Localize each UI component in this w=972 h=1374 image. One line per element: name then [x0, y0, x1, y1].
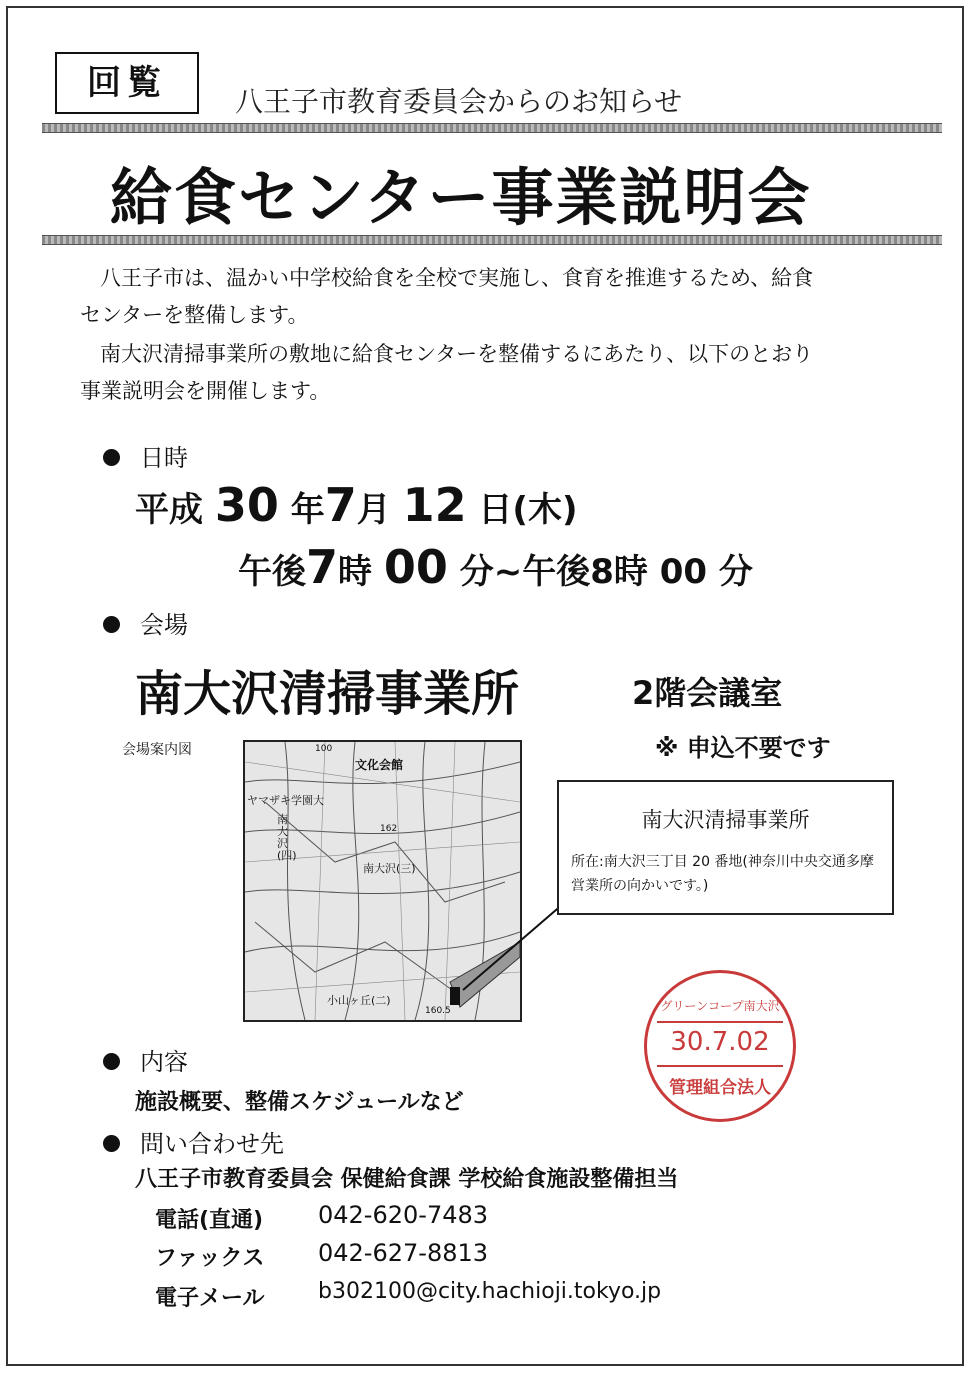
map-yamazaki: ヤマザキ学園大	[247, 794, 324, 807]
venue-heading: 会場	[103, 605, 188, 640]
datetime-heading: 日時	[103, 438, 188, 473]
callout-title: 南大沢清掃事業所	[641, 808, 810, 832]
bottom-rule	[42, 235, 942, 245]
stamp-bottom: 管理組合法人	[669, 1078, 771, 1098]
map-koyamagaoka: 小山ヶ丘(二)	[327, 994, 391, 1007]
map-number: 100	[315, 744, 333, 754]
intro-line-2: センターを整備します。	[80, 303, 309, 327]
venue-callout	[557, 780, 894, 915]
phone-number[interactable]: 042-620-7483	[318, 1201, 489, 1229]
map-minami-osawa-3: 南大沢(三)	[363, 862, 416, 875]
contact-heading: 問い合わせ先	[103, 1124, 284, 1159]
intro-line-3: 南大沢清掃事業所の敷地に給食センターを整備するにあたり、以下のとおり	[100, 342, 814, 366]
map-elevation-2: 160.5	[425, 1006, 451, 1016]
bullet-icon	[103, 616, 120, 633]
event-time: 午後7時 00 分~午後8時 00 分	[238, 540, 753, 594]
map-minami-osawa-4: 南大沢(四)	[277, 813, 297, 862]
notice-source: 八王子市教育委員会からのお知らせ	[235, 85, 683, 118]
circulation-box: 回覧	[55, 52, 199, 114]
email-label: 電子メール	[155, 1286, 265, 1311]
intro-line-4: 事業説明会を開催します。	[80, 379, 331, 403]
stamp-top: グリーンコープ南大沢	[660, 999, 780, 1013]
map-label: 会場案内図	[122, 742, 192, 758]
venue-name: 南大沢清掃事業所	[135, 666, 520, 722]
contact-org: 八王子市教育委員会 保健給食課 学校給食施設整備担当	[135, 1167, 679, 1192]
phone-label: 電話(直通)	[155, 1208, 264, 1233]
map-elevation-1: 162	[380, 824, 398, 834]
top-rule	[42, 123, 942, 133]
bullet-icon	[103, 449, 120, 466]
map-culture-hall: 文化会館	[355, 758, 404, 772]
stamp-divider	[657, 1021, 783, 1023]
bullet-icon	[103, 1135, 120, 1152]
stamp-divider	[657, 1065, 783, 1067]
event-date: 平成 30 年7月 12 日(木)	[135, 478, 578, 532]
content-text: 施設概要、整備スケジュールなど	[135, 1090, 464, 1115]
stamp-date: 30.7.02	[670, 1027, 770, 1057]
content-heading: 内容	[103, 1042, 188, 1077]
no-registration-note: ※ 申込不要です	[655, 734, 831, 762]
page-title: 給食センター事業説明会	[110, 161, 812, 234]
fax-number: 042-627-8813	[318, 1239, 489, 1267]
fax-label: ファックス	[155, 1246, 265, 1271]
callout-address: 所在:南大沢三丁目 20 番地(神奈川中央交通多摩営業所の向かいです。)	[571, 854, 874, 894]
email-link[interactable]: b302100@city.hachioji.tokyo.jp	[318, 1279, 662, 1304]
cooperative-stamp	[644, 970, 796, 1122]
bullet-icon	[103, 1053, 120, 1070]
intro-line-1: 八王子市は、温かい中学校給食を全校で実施し、食育を推進するため、給食	[100, 266, 814, 290]
venue-room: 2階会議室	[632, 674, 783, 712]
